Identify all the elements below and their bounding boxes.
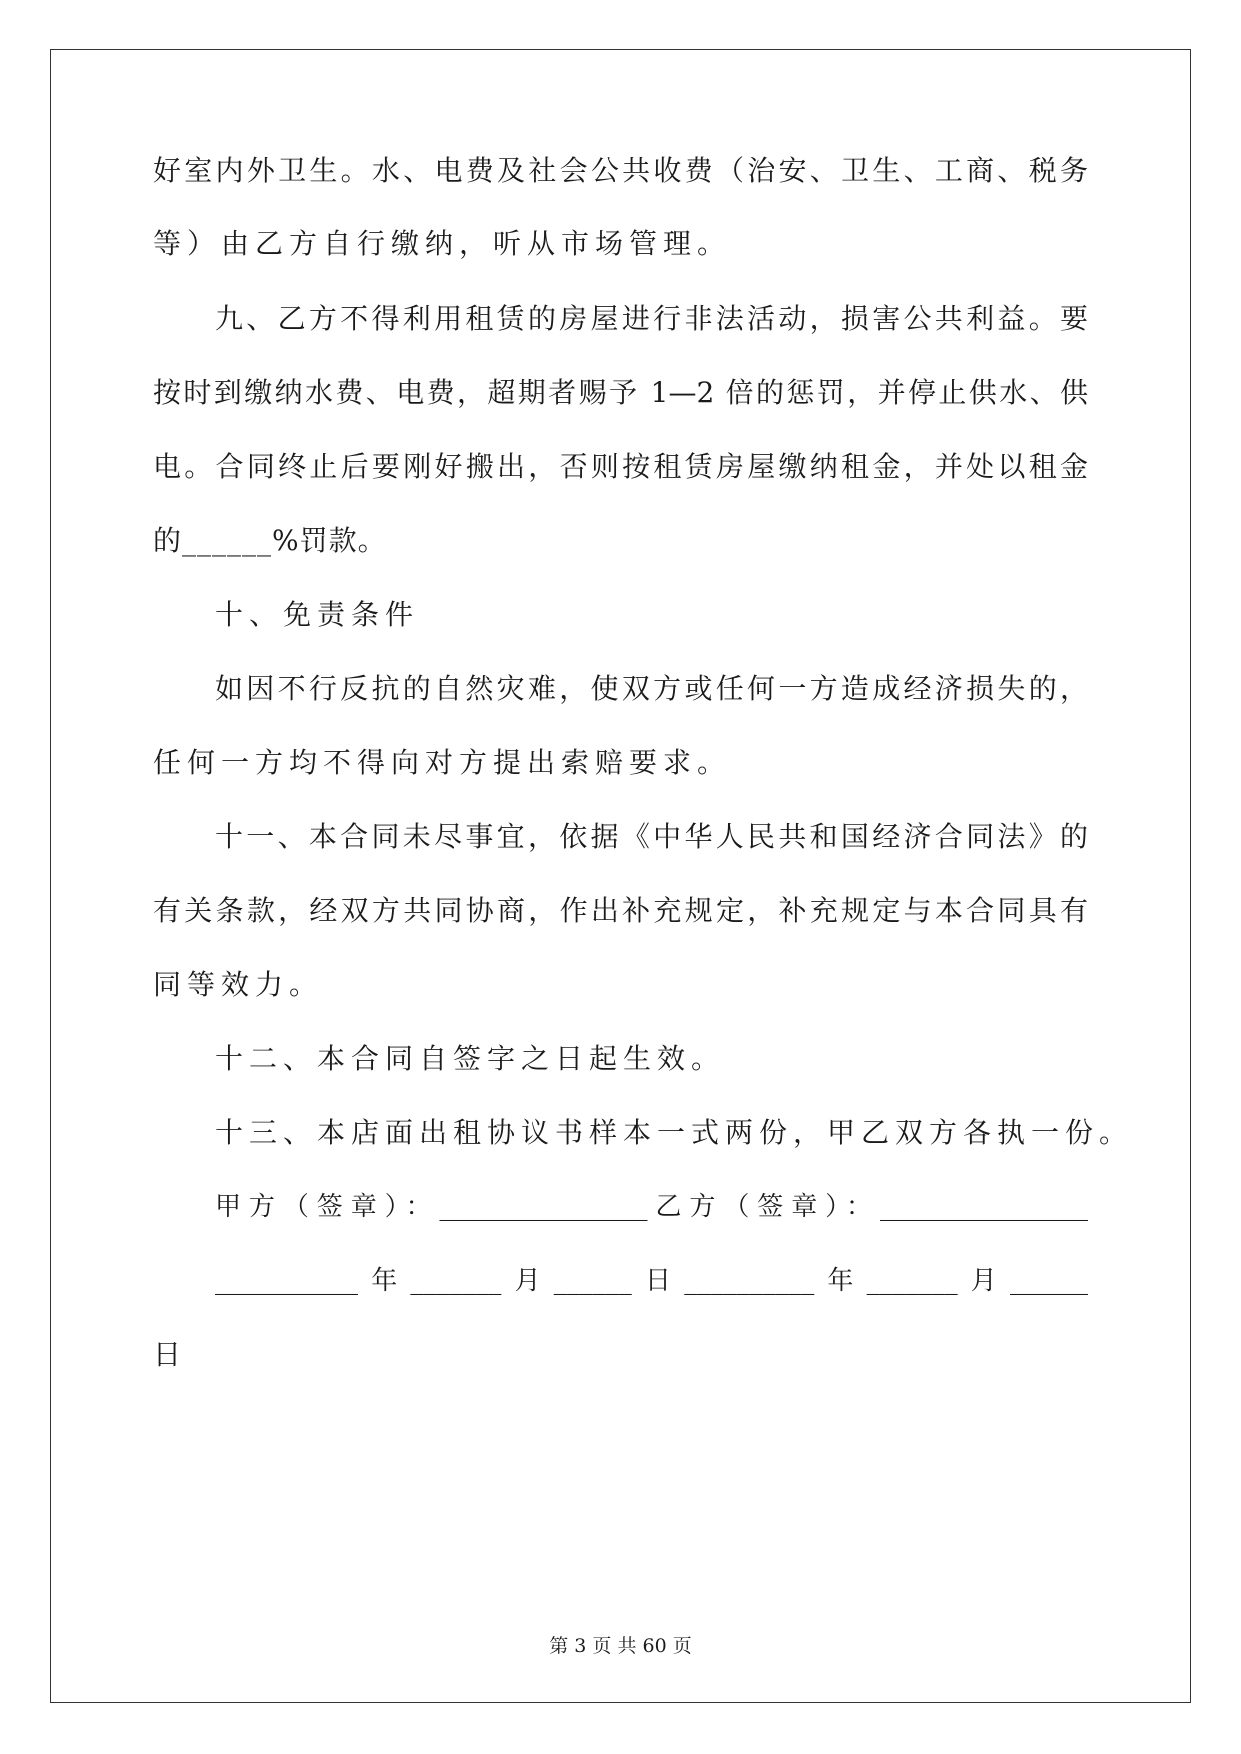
text-line: 同等效力。 (153, 968, 324, 1001)
clause-11-heading-line: 十一、本合同未尽事宜，依据《中华人民共和国经济合同法》的 (215, 820, 1088, 853)
clause-9-heading-line: 九、乙方不得利用租赁的房屋进行非法活动，损害公共利益。要 (215, 302, 1088, 335)
clause-10-heading: 十、免责条件 (215, 598, 420, 631)
text-line: 如因不行反抗的自然灾难，使双方或任何一方造成经济损失的， (215, 672, 1088, 705)
page-number: 第 3 页 共 60 页 (549, 1635, 692, 1657)
signature-line: 甲方（签章）：________________乙方（签章）：________________ (215, 1192, 1088, 1222)
date-line: ___________年_______月______日__________年_______月______ (215, 1266, 1089, 1296)
text-line: 按时到缴纳水费、电费，超期者赐予 1—2 倍的惩罚，并停止供水、供 (153, 376, 1088, 409)
text-line: 电。合同终止后要刚好搬出，否则按租赁房屋缴纳租金，并处以租金 (153, 450, 1088, 483)
text-line: 等）由乙方自行缴纳，听从市场管理。 (153, 227, 732, 260)
date-day-suffix: 日 (153, 1338, 188, 1371)
text-line: 好室内外卫生。水、电费及社会公共收费（治安、卫生、工商、税务 (153, 154, 1088, 187)
text-line: 的______%罚款。 (153, 524, 387, 557)
text-line: 有关条款，经双方共同协商，作出补充规定，补充规定与本合同具有 (153, 894, 1088, 927)
clause-13: 十三、本店面出租协议书样本一式两份，甲乙双方各执一份。 (215, 1116, 1134, 1149)
clause-12: 十二、本合同自签字之日起生效。 (215, 1042, 726, 1075)
text-line: 任何一方均不得向对方提出索赔要求。 (153, 746, 732, 779)
